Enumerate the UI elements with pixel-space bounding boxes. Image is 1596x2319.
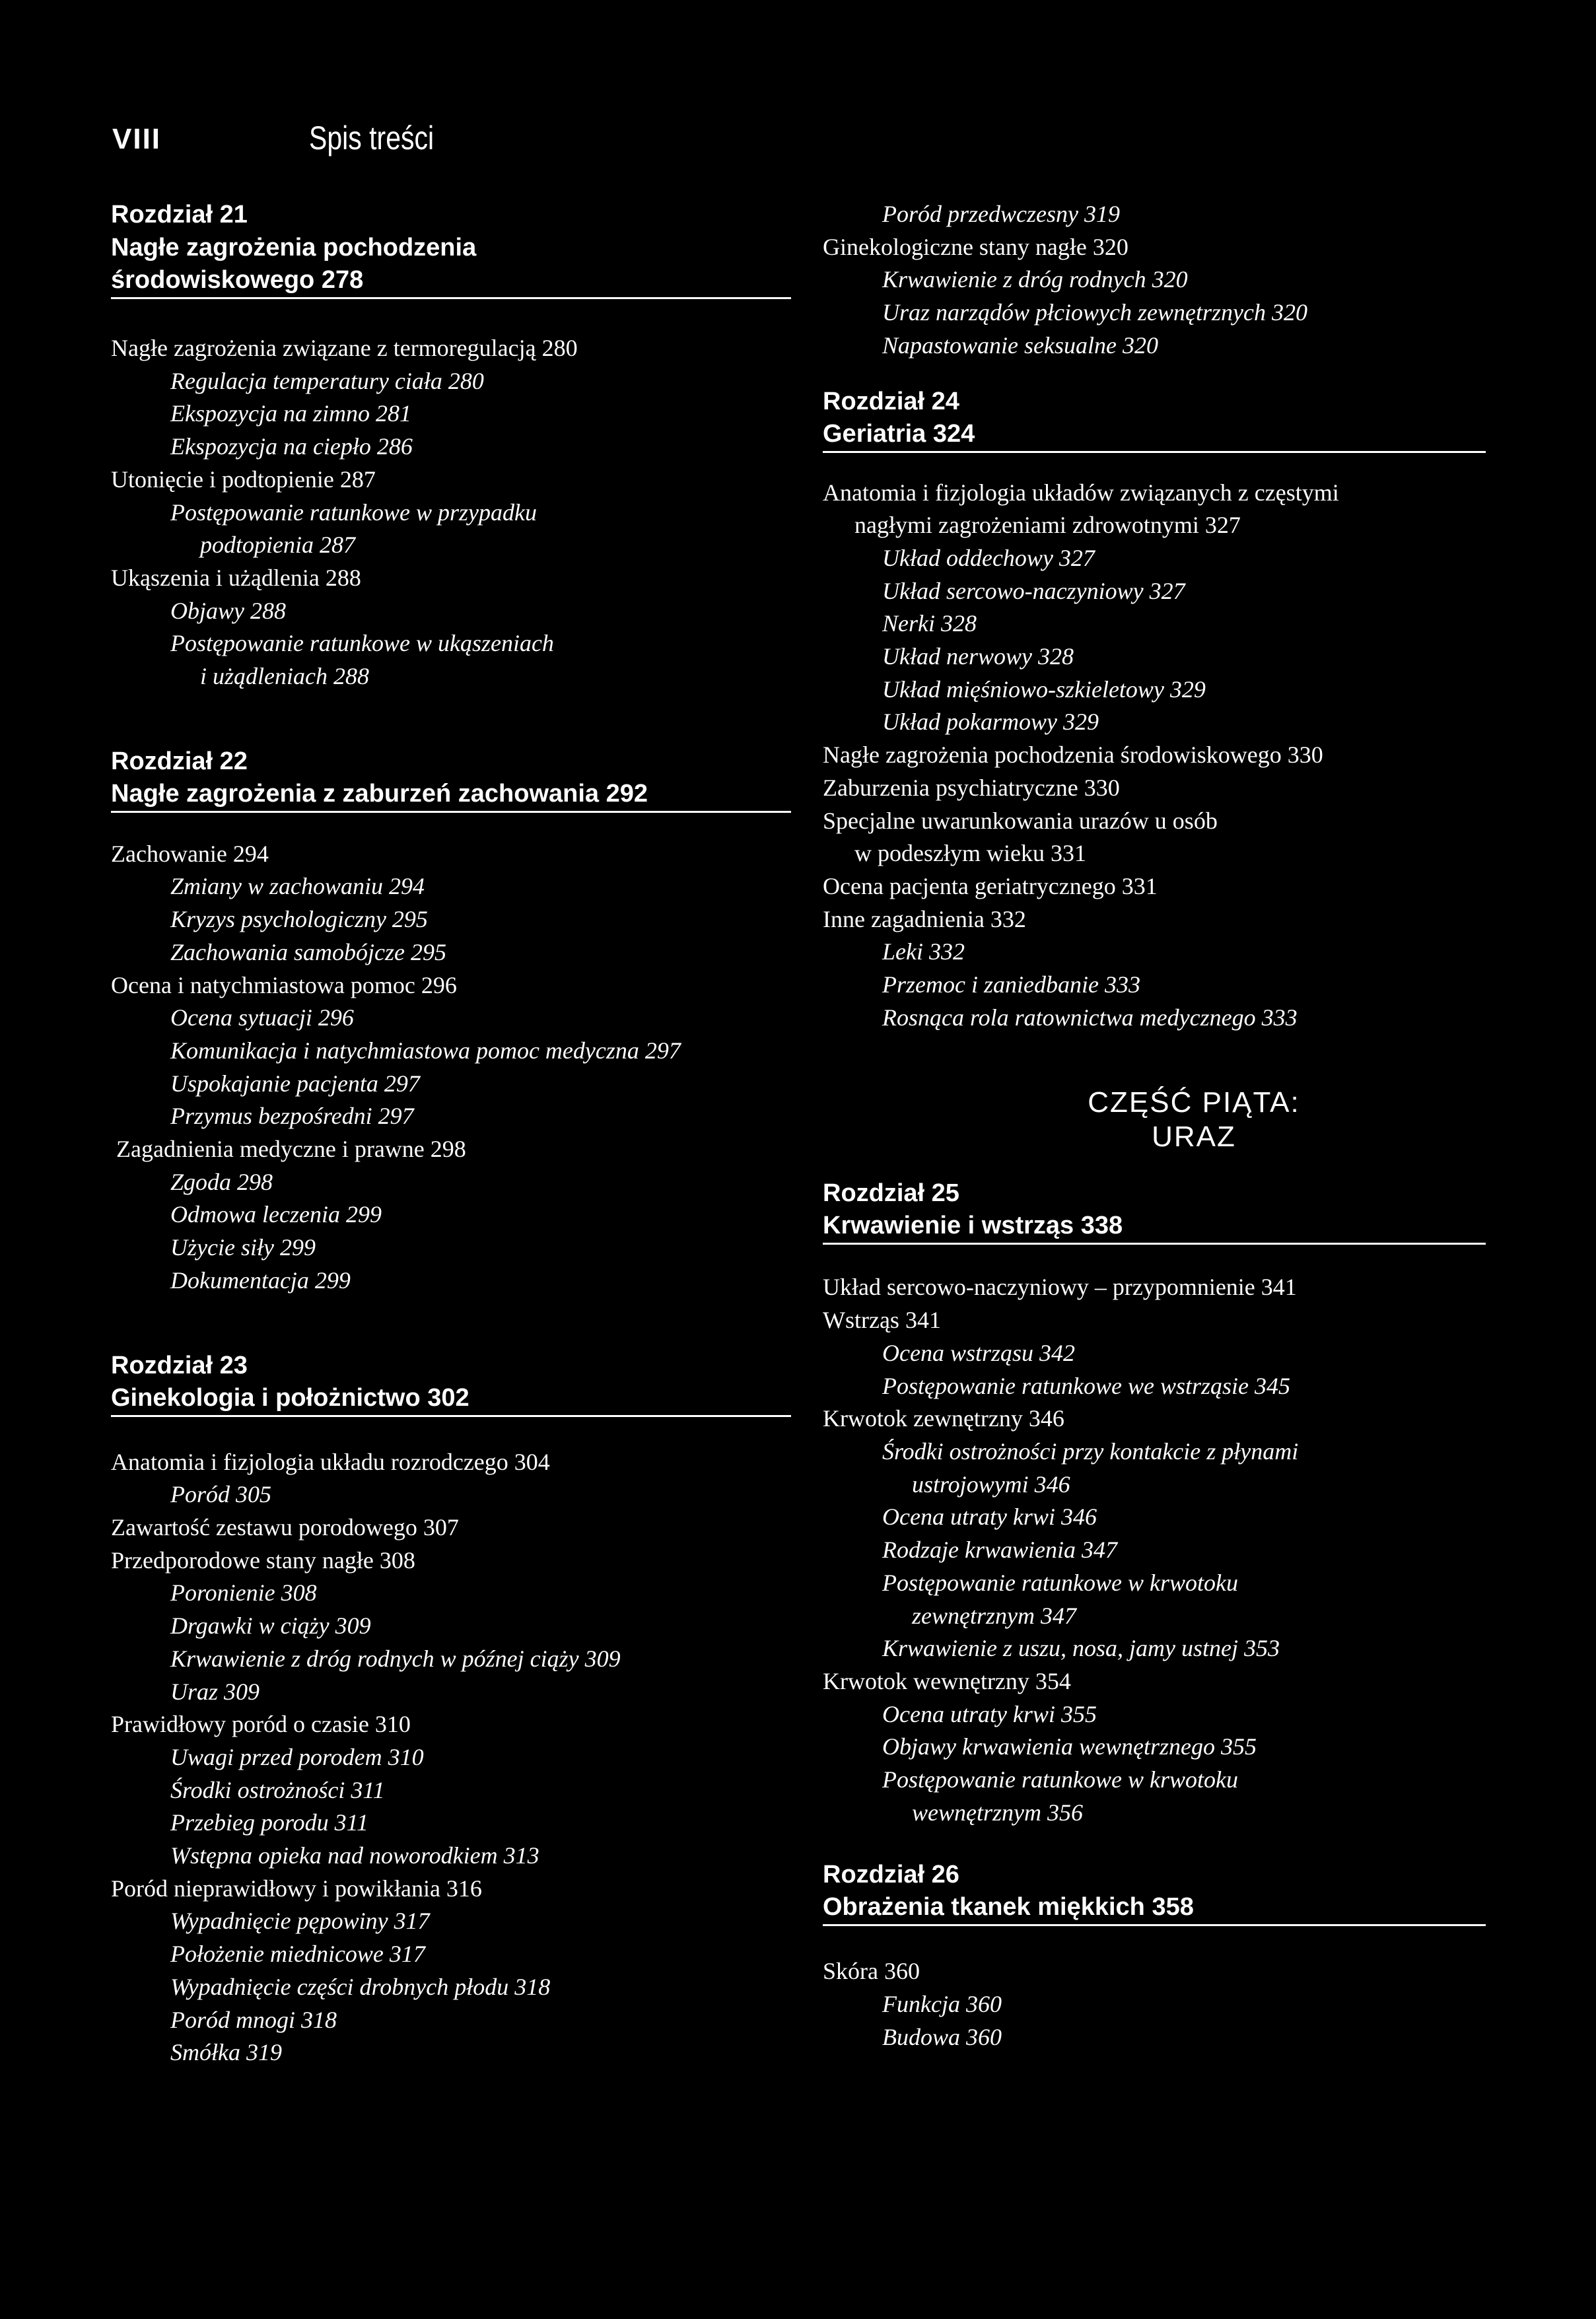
toc-entry: Przedporodowe stany nagłe 308 bbox=[111, 1546, 415, 1574]
toc-subentry: Położenie miednicowe 317 bbox=[170, 1941, 425, 1968]
chapter-24 bbox=[823, 385, 1486, 1035]
toc-entry: Inne zagadnienia 332 bbox=[823, 905, 1026, 932]
chapter-26 bbox=[823, 1858, 1486, 2054]
toc-subentry: Kryzys psychologiczny 295 bbox=[170, 906, 428, 933]
toc-entry: Skóra 360 bbox=[823, 1958, 920, 1985]
chapter-title: środowiskowego 278 bbox=[111, 264, 791, 299]
toc-entry: Krwotok zewnętrzny 346 bbox=[823, 1405, 1064, 1432]
toc-entry: Zachowanie 294 bbox=[111, 840, 269, 867]
toc-subentry: zewnętrznym 347 bbox=[912, 1602, 1076, 1629]
toc-subentry: Układ pokarmowy 329 bbox=[882, 709, 1099, 736]
toc-subentry: Układ sercowo-naczyniowy 327 bbox=[882, 577, 1185, 604]
toc-subentry: Układ nerwowy 328 bbox=[882, 643, 1074, 670]
toc-entry: Nagłe zagrożenia związane z termoregulacją 280 bbox=[111, 335, 578, 361]
toc-subentry: Ocena utraty krwi 355 bbox=[882, 1700, 1097, 1727]
toc-subentry: Krwawienie z uszu, nosa, jamy ustnej 353 bbox=[882, 1635, 1280, 1662]
toc-subentry: Rosnąca rola ratownictwa medycznego 333 bbox=[882, 1004, 1298, 1031]
chapter-label: Rozdział 23 bbox=[111, 1351, 248, 1379]
chapter-title: Ginekologia i położnictwo 302 bbox=[111, 1382, 791, 1417]
toc-entry: Ocena pacjenta geriatrycznego 331 bbox=[823, 872, 1158, 899]
toc-entry: Ukąszenia i użądlenia 288 bbox=[111, 564, 361, 591]
toc-subentry: Poród przedwczesny 319 bbox=[882, 201, 1120, 227]
toc-entry: Zaburzenia psychiatryczne 330 bbox=[823, 774, 1120, 801]
toc-subentry: Krwawienie z dróg rodnych 320 bbox=[882, 266, 1188, 293]
toc-subentry: Wstępna opieka nad noworodkiem 313 bbox=[170, 1842, 539, 1869]
toc-subentry: Układ oddechowy 327 bbox=[882, 544, 1095, 571]
toc-subentry: Poród mnogi 318 bbox=[170, 2006, 337, 2033]
toc-subentry: Budowa 360 bbox=[882, 2023, 1002, 2050]
toc-subentry: Poronienie 308 bbox=[170, 1579, 317, 1607]
toc-subentry: Wypadnięcie części drobnych płodu 318 bbox=[170, 1973, 551, 2000]
toc-subentry: Przemoc i zaniedbanie 333 bbox=[882, 971, 1140, 998]
toc-subentry: Zachowania samobójcze 295 bbox=[170, 938, 446, 965]
chapter-23 bbox=[111, 1349, 791, 2069]
toc-subentry: Użycie siły 299 bbox=[170, 1234, 316, 1261]
toc-subentry: Postępowanie ratunkowe we wstrząsie 345 bbox=[882, 1372, 1290, 1399]
toc-subentry: Wypadnięcie pępowiny 317 bbox=[170, 1908, 430, 1935]
toc-entry: Wstrząs 341 bbox=[823, 1307, 941, 1334]
toc-subentry: Dokumentacja 299 bbox=[170, 1266, 351, 1294]
chapter-title: Obrażenia tkanek miękkich 358 bbox=[823, 1891, 1486, 1926]
toc-subentry: Ocena utraty krwi 346 bbox=[882, 1504, 1097, 1531]
toc-right-column bbox=[823, 198, 1486, 2054]
toc-subentry: Ekspozycja na zimno 281 bbox=[170, 400, 411, 427]
toc-subentry: Krwawienie z dróg rodnych w późnej ciąży 309 bbox=[170, 1645, 621, 1672]
chapter-22 bbox=[111, 745, 791, 1298]
chapter-21 bbox=[111, 198, 791, 693]
toc-subentry: Uwagi przed porodem 310 bbox=[170, 1743, 424, 1770]
toc-subentry: Środki ostrożności przy kontakcie z płynami bbox=[882, 1437, 1299, 1465]
toc-subentry: Uraz 309 bbox=[170, 1678, 260, 1705]
chapter-label: Rozdział 26 bbox=[823, 1861, 959, 1889]
toc-subentry: Uraz narządów płciowych zewnętrznych 320 bbox=[882, 299, 1307, 326]
page-number: VIII bbox=[112, 123, 162, 155]
toc-entry: Utonięcie i podtopienie 287 bbox=[111, 466, 376, 493]
part-name: URAZ bbox=[1152, 1121, 1236, 1154]
toc-subentry: ustrojowymi 346 bbox=[912, 1471, 1070, 1498]
toc-entry: Ginekologiczne stany nagłe 320 bbox=[823, 233, 1128, 260]
toc-entry: Układ sercowo-naczyniowy – przypomnienie 341 bbox=[823, 1274, 1297, 1301]
chapter-label: Rozdział 25 bbox=[823, 1179, 959, 1208]
toc-subentry: Smółka 319 bbox=[170, 2039, 282, 2066]
toc-subentry: Objawy 288 bbox=[170, 597, 286, 624]
chapter-title: Nagłe zagrożenia z zaburzeń zachowania 292 bbox=[111, 778, 791, 813]
chapter-23-continued bbox=[823, 198, 1486, 363]
toc-subentry: Nerki 328 bbox=[882, 610, 977, 637]
chapter-title: Krwawienie i wstrząs 338 bbox=[823, 1210, 1486, 1245]
chapter-title: Geriatria 324 bbox=[823, 418, 1486, 453]
toc-subentry: Postępowanie ratunkowe w ukąszeniach bbox=[170, 630, 554, 657]
toc-entry: w podeszłym wieku 331 bbox=[854, 840, 1086, 867]
toc-entry: Krwotok wewnętrzny 354 bbox=[823, 1667, 1071, 1694]
running-header-title: Spis treści bbox=[309, 120, 434, 156]
toc-subentry: Układ mięśniowo-szkieletowy 329 bbox=[882, 675, 1206, 703]
toc-subentry: Ekspozycja na ciepło 286 bbox=[170, 433, 413, 460]
toc-subentry: Objawy krwawienia wewnętrznego 355 bbox=[882, 1733, 1257, 1760]
toc-subentry: Drgawki w ciąży 309 bbox=[170, 1612, 371, 1640]
toc-subentry: Funkcja 360 bbox=[882, 1991, 1002, 2018]
chapter-label: Rozdział 22 bbox=[111, 747, 248, 775]
part-heading bbox=[823, 1086, 1486, 1154]
toc-entry: nagłymi zagrożeniami zdrowotnymi 327 bbox=[854, 512, 1241, 539]
toc-entry: Prawidłowy poród o czasie 310 bbox=[111, 1711, 411, 1738]
toc-subentry: Odmowa leczenia 299 bbox=[170, 1201, 382, 1228]
toc-entry: Zawartość zestawu porodowego 307 bbox=[111, 1513, 459, 1540]
toc-subentry: Postępowanie ratunkowe w przypadku bbox=[170, 499, 537, 526]
toc-subentry: Zmiany w zachowaniu 294 bbox=[170, 873, 425, 900]
chapter-25 bbox=[823, 1177, 1486, 1829]
toc-subentry: Ocena wstrząsu 342 bbox=[882, 1339, 1076, 1366]
toc-entry: Anatomia i fizjologia układów związanych z częstymi bbox=[823, 479, 1339, 506]
toc-subentry: Ocena sytuacji 296 bbox=[170, 1004, 354, 1031]
toc-subentry: Poród 305 bbox=[170, 1481, 271, 1508]
toc-subentry: Przebieg porodu 311 bbox=[170, 1809, 368, 1836]
toc-subentry: Przymus bezpośredni 297 bbox=[170, 1103, 414, 1130]
toc-subentry: i użądleniach 288 bbox=[200, 663, 369, 690]
toc-entry: Anatomia i fizjologia układu rozrodczego 304 bbox=[111, 1448, 550, 1475]
toc-entry: Poród nieprawidłowy i powikłania 316 bbox=[111, 1875, 482, 1902]
toc-subentry: Uspokajanie pacjenta 297 bbox=[170, 1070, 420, 1097]
toc-subentry: Postępowanie ratunkowe w krwotoku bbox=[882, 1569, 1238, 1596]
toc-subentry: Rodzaje krwawienia 347 bbox=[882, 1537, 1117, 1564]
toc-subentry: wewnętrznym 356 bbox=[912, 1799, 1083, 1826]
toc-entry: Nagłe zagrożenia pochodzenia środowiskowego 330 bbox=[823, 742, 1323, 769]
toc-subentry: Komunikacja i natychmiastowa pomoc medyczna 297 bbox=[170, 1037, 681, 1064]
chapter-label: Rozdział 24 bbox=[823, 387, 959, 415]
toc-entry: Specjalne uwarunkowania urazów u osób bbox=[823, 807, 1218, 834]
toc-entry: Zagadnienia medyczne i prawne 298 bbox=[116, 1136, 466, 1163]
toc-entry: Ocena i natychmiastowa pomoc 296 bbox=[111, 971, 457, 998]
toc-subentry: podtopienia 287 bbox=[200, 532, 355, 559]
part-label: CZĘŚĆ PIĄTA: bbox=[1088, 1086, 1300, 1119]
chapter-title: Nagłe zagrożenia pochodzenia bbox=[111, 234, 477, 261]
toc-subentry: Zgoda 298 bbox=[170, 1168, 273, 1195]
toc-subentry: Napastowanie seksualne 320 bbox=[882, 331, 1158, 359]
toc-subentry: Leki 332 bbox=[882, 938, 965, 965]
toc-subentry: Postępowanie ratunkowe w krwotoku bbox=[882, 1766, 1238, 1793]
toc-left-column bbox=[111, 198, 791, 2069]
chapter-label: Rozdział 21 bbox=[111, 201, 248, 228]
toc-subentry: Regulacja temperatury ciała 280 bbox=[170, 367, 484, 394]
toc-subentry: Środki ostrożności 311 bbox=[170, 1776, 385, 1803]
